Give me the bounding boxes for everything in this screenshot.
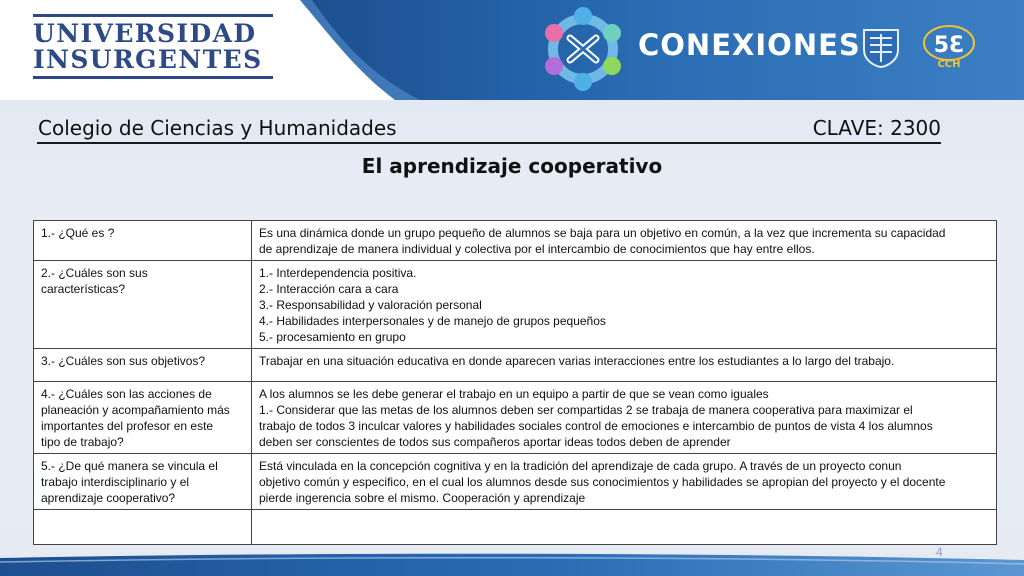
answer-cell <box>252 349 997 382</box>
answer-text-line: pierde ingerencia sobre el mismo. Cooperación y aprendizaje <box>259 491 586 505</box>
footer-blue-band <box>0 552 1024 576</box>
answer-text-line: Trabajar en una situación educativa en donde aparecen varias interacciones entre los estudiantes a lo largo del trabajo. <box>259 354 895 368</box>
question-text-line: 1.- ¿Qué es ? <box>41 226 115 240</box>
questions-table-body <box>34 221 997 545</box>
answer-text-line: 2.- Interacción cara a cara <box>259 282 399 296</box>
table-row <box>34 382 997 454</box>
answer-text-line: de aprendizaje de manera individual y colectiva por el intercambio de conocimientos que hay entre ellos. <box>259 242 815 256</box>
questions-table <box>33 220 997 545</box>
conexiones-molecule-icon <box>540 6 626 92</box>
answer-text-line: 1.- Interdependencia positiva. <box>259 266 417 280</box>
cch-50-text: 5Ɛ <box>933 33 965 58</box>
logo-rule-bottom <box>33 76 273 79</box>
question-text-line: 4.- ¿Cuáles son las acciones de <box>41 387 212 401</box>
answer-text-line: A los alumnos se les debe generar el trabajo en un equipo a partir de que se vean como iguales <box>259 387 769 401</box>
universidad-insurgentes-logo <box>33 14 273 82</box>
cch-50-logo <box>922 24 976 70</box>
answer-text-line: 4.- Habilidades interpersonales y de manejo de grupos pequeños <box>259 314 606 328</box>
question-cell <box>34 261 252 349</box>
table-row <box>34 349 997 382</box>
question-text-line: tipo de trabajo? <box>41 435 124 449</box>
question-text-line: trabajo interdisciplinario y el <box>41 475 190 489</box>
question-text-line: planeación y acompañamiento más <box>41 403 230 417</box>
page-title: El aprendizaje cooperativo <box>361 154 663 178</box>
unam-shield-icon <box>862 28 900 68</box>
slide-header <box>0 0 1024 100</box>
question-text-line: 5.- ¿De qué manera se vincula el <box>41 459 218 473</box>
cch-sub-text: CCH <box>937 59 961 70</box>
question-cell <box>34 349 252 382</box>
logo-rule-top <box>33 14 273 17</box>
answer-cell <box>252 454 997 510</box>
table-row <box>34 454 997 510</box>
question-cell <box>34 382 252 454</box>
answer-text-line: 5.- procesamiento en grupo <box>259 330 406 344</box>
conexiones-wordmark: CONEXIONES <box>638 28 861 62</box>
answer-cell <box>252 510 997 545</box>
question-text-line: aprendizaje cooperativo? <box>41 491 176 505</box>
answer-text-line: trabajo de todos 3 inculcar valores y habilidades sociales control de emociones e intercambio de puntos de vista 4 los alumnos <box>259 419 933 433</box>
subject-title-row <box>37 112 941 144</box>
answer-cell <box>252 382 997 454</box>
answer-text-line: 1.- Considerar que las metas de los alumnos deben ser compartidas 2 se trabaja de manera cooperativa para maximizar el <box>259 403 913 417</box>
question-text-line: 2.- ¿Cuáles son sus <box>41 266 148 280</box>
table-row <box>34 221 997 261</box>
answer-text-line: objetivo común y especifico, en el cual los alumnos desde sus conocimientos y habilidades se apropian del proyecto y el docente <box>259 475 946 489</box>
page-number: 4 <box>936 545 943 559</box>
table-row <box>34 510 997 545</box>
answer-text-line: Es una dinámica donde un grupo pequeño de alumnos se baja para un objetivo en común, a la vez que incrementa su capacidad <box>259 226 946 240</box>
question-cell <box>34 454 252 510</box>
answer-text-line: deben ser conscientes de todos sus compañeros aportar ideas todos deben de aprender <box>259 435 731 449</box>
question-cell <box>34 221 252 261</box>
question-cell <box>34 510 252 545</box>
logo-text-universidad: UNIVERSIDAD <box>33 19 257 48</box>
table-row <box>34 261 997 349</box>
subject-title: Colegio de Ciencias y Humanidades <box>38 116 397 140</box>
question-text-line: 3.- ¿Cuáles son sus objetivos? <box>41 354 206 368</box>
answer-cell <box>252 261 997 349</box>
clave-label: CLAVE: 2300 <box>812 116 941 140</box>
answer-text-line: 3.- Responsabilidad y valoración personal <box>259 298 482 312</box>
question-text-line: importantes del profesor en este <box>41 419 214 433</box>
logo-text-insurgentes: INSURGENTES <box>33 45 263 74</box>
answer-cell <box>252 221 997 261</box>
question-text-line: características? <box>41 282 126 296</box>
answer-text-line: Está vinculada en la concepción cognitiva y en la tradición del aprendizaje de cada grupo. A través de un proyecto conun <box>259 459 902 473</box>
